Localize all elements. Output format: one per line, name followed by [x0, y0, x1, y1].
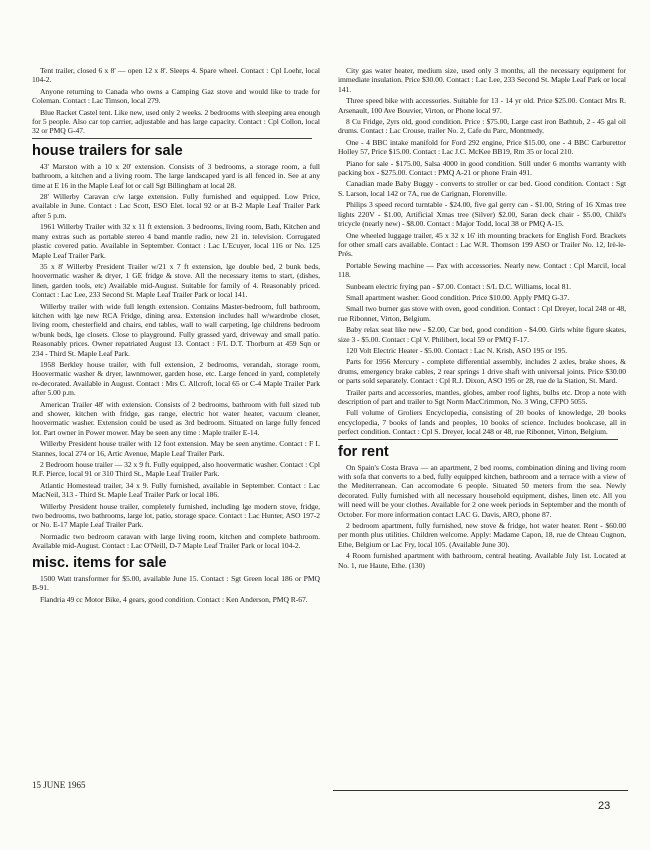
classified-ad: On Spain's Costa Brava — an apartment, 2 bed rooms, combination dining and living room with sofa that converts to a bed, fully equipped kitchen, bathroom and a terrace with a view of the Mediterranean. Can accomodate 6 people. Situated 50 meters from the sea. Newly decorated. Fully furnished with all necessary household equipment, dishes, linen etc. All you will need will be your clothes. Available for 2 one week periods in September and the month of October. For more information contact LAC G. Davis, ARO, phone 87. [338, 462, 626, 519]
classified-ad: 43' Marston with a 10 x 20' extension. Consists of 3 bedrooms, a storage room, a full bathroom, a kitchen and a living room. The large landscaped yard is all fenced in. See at any time at E 16 in the Maple Leaf lot or call Sgt Billingham at local 28. [32, 161, 320, 190]
house-trailers-heading: house trailers for sale [32, 142, 183, 159]
misc-ads-left [32, 574, 320, 604]
classified-ad: American Trailer 48' with extension. Consists of 2 bedrooms, bathroom with full sized tub and shower, kitchen with fridge, gas range, electric hot water heater, vacuum cleaner, hoovermatic washer. Extension could be used as 3rd bedroom. Situated on large fully fenced lot. Part owner in Power mower. May be seen any time : Maple trailer E-14. [32, 399, 320, 437]
classified-ad: Three speed bike with accessories. Suitable for 13 - 14 yr old. Price $25.00. Contact Mrs R. Arsenault, 100 Ave Bouvier, Virton, or Phone local 97. [338, 96, 626, 115]
classified-ad: Canadian made Baby Buggy - converts to stroller or car bed. Good condition. Contact : Sgt S. Larson, local 142 or 7A, rue de Carignan, Florenville. [338, 179, 626, 198]
classified-ad: One wheeled luggage trailer, 45 x 32 x 16' ith mounting brackets for English Ford. Brackets for other small cars available. Contact : Lac W.R. Thomson 199 ASO or Trailer No. 12, Irè-le-Prés. [338, 230, 626, 259]
classified-ad: 120 Volt Electric Heater - $5.00. Contact : Lac N. Krish, ASO 195 or 195. [346, 345, 568, 355]
classified-ad: Parts for 1956 Mercury - complete differential assembly, includes 2 axles, brake shoes, & drums, emergency brake cables, 2 rear springs 1 drive shaft with universal joints. Price $30.00 or parts sold separately. Contact : Cpl R.J. Dixon, ASO 195 or 28, rue de la Station, St. Mard. [338, 357, 626, 386]
classified-ad: Tent trailer, closed 6 x 8' — open 12 x 8'. Sleeps 4. Spare wheel. Contact : Cpl Loehr, local 104-2. [32, 66, 320, 85]
classified-ad: Anyone returning to Canada who owns a Camping Gaz stove and would like to trade for Coleman. Contact : Lac Timson, local 279. [32, 86, 320, 106]
classified-ad: 8 Cu Fridge, 2yrs old, good condition. Price : $75.00, Large cast iron Bathtub, 2 - 45 gal oil drums. Contact : Lac Crouse, trailer No. 2, Cafe du Parc, Montmedy. [338, 117, 626, 136]
classified-ad: 28' Willerby Caravan c/w large extension. Fully furnished and equipped. Low Price, available in June. Contact : Lac Scott, ESO Elet. local 92 or at B-2 Maple Leaf Trailer Park after 5 p.m. [32, 192, 320, 220]
classified-ad: Sunbeam electric frying pan - $7.00. Contact : S/L D.C. Williams, local 81. [346, 281, 571, 291]
classified-ad: Full volume of Groliers Encyclopedia, consisting of 20 books of knowledge, 20 books encyclopedia, 7 books of lands and peoples, 10 books of science. Includes bookcase, all in perfect condition. Contact : Cpl S. Dreyer, local 248 or 48, rue Ribonnet, Virton, Belgium. [338, 408, 626, 437]
footer-rule [333, 790, 628, 791]
left-column [32, 66, 320, 606]
classified-ad: 4 Room furnished apartment with bathroom, central heating. Available July 1st. Located at No. 1, rue Haute, Ethe. (130) [338, 551, 626, 570]
classified-ad: 35 x 8' Willerby President Trailer w/21 x 7 ft extension, lge double bed, 2 bunk beds, hoovermatic washer & dryer, 1 GE fridge & stove. All the necessary items to start, (dishes, linen, garden tools, etc) Available mid-August. Suitable for family of 4. Reasonably priced. Contact : Lac Lee, 233 Second St. Maple Leaf Trailer Park or local 141. [32, 261, 320, 300]
classified-ad: Piano for sale - $175.00, Salsa 4000 in good condition. Still under 6 months warranty with packing box - $275.00. Contact : PMQ A-21 or phone Frain 491. [338, 158, 626, 178]
classified-ad: 2 bedroom apartment, fully furnished, new stove & fridge, hot water heater. Rent - $60.00 per month plus utilities. Children welcome. Apply: Madame Capon, 18, rue de Chteau Cugnon, Ethe, Belgium or Lac Fry, local 105. (Available June 30). [338, 521, 626, 549]
divider [338, 439, 618, 440]
footer-date: 15 JUNE 1965 [32, 780, 86, 790]
classified-ad: Atlantic Homestead trailer, 34 x 9. Fully furnished, available in September. Contact : Lac MacNeil, 313 - Third St. Maple Leaf Trailer Park or local 186. [32, 480, 320, 500]
classified-ad: Portable Sewing machine — Pax with accessories. Nearly new. Contact : Cpl Marcil, local 118. [338, 260, 626, 280]
classified-ad: Willerby trailer with wide full length extension. Contains Master-bedroom, full bathroom, kitchen with lge new RCA Fridge, dining area. Extension includes hall w/wardrobe closet, living room, chesterfield and chairs, end tables, wall to wall carpeting, lge childrens bedroom w/bunk beds, lge closets. Close to playground. Fully grassed yard, driveway and small patio. Reasonably prices. Owner repatriated August 13. Contact : F/L D.T. Thorburn at 459 Sqn or 234 - Third St. Maple Leaf Park. [32, 301, 320, 358]
page-number: 23 [598, 800, 611, 812]
classified-ad: Trailer parts and accessories, mantles, globes, amber roof lights, bulbs etc. Drop a note with description of part and trailer to Sgt Norm MacCrimmon, No. 3 Wing, CFPO 5055. [338, 387, 626, 406]
misc-items-heading: misc. items for sale [32, 554, 167, 571]
right-column [338, 66, 626, 572]
classified-ad: City gas water heater, medium size, used only 3 months, all the necessary equipment for immediate insulation. Price $30.00. Contact : Lac Lee, 233 Second St. Maple Leaf Park or local 141. [338, 66, 626, 94]
classified-ad: 1500 Watt transformer for $5.00, available June 15. Contact : Sgt Green local 186 or PMQ B-91. [32, 573, 320, 593]
for-rent-heading: for rent [338, 443, 389, 460]
misc-ads-right [338, 66, 626, 437]
camping-ads [32, 66, 320, 136]
classified-ad: Baby relax seat like new - $2.00, Car bed, good condition - $4.00. Girls white figure skates, size 3 - $5.00. Contact : Cpl V. Philibert, local 59 or PMQ F-17. [338, 325, 626, 344]
divider [32, 138, 312, 139]
rent-ads [338, 463, 626, 570]
classified-ad: Normadic two bedroom caravan with large living room, kitchen and complete bathroom. Available mid-August. Contact : Lac O'Neill, D-7 Maple Leaf Trailer Park or local 104-2. [32, 531, 320, 551]
classified-ad: 1958 Berkley house trailer, with full extension, 2 bedrooms, verandah, storage room, Hoovermatic washer & dryer, lawnmower, garden hose, etc. Large fenced in yard, completely re-decorated. Available in August. Contact : Mrs C. Allcroft, local 65 or C-4 Maple Trailer Park after 5.00 p.m. [32, 359, 320, 398]
classified-ad: 1961 Willerby Trailer with 32 x 11 ft extension. 3 bedrooms, living room, Bath, Kitchen and many extras such as portable stereo 4 band mantle radio, new 21 in. television. Corrugated plastic covered patio. Available in September. Contact : Lac L'Ecuyer, local 116 or No. 125 Maple Leaf Trailer Park. [32, 222, 320, 260]
classified-ad: Philips 3 speed record turntable - $24.00, five gal gerry can - $1.00, String of 16 Xmas tree lights 220V - $1.00, Artificial Xmas tree (Silver) $2.00, Saran deck chair - $5.00, Child's tricycle (nearly new) - $8.00. Contact : Major Todd, local 38 or PMQ A-15. [338, 200, 626, 229]
classified-ad: Flandria 49 cc Motor Bike, 4 gears, good condition. Contact : Ken Anderson, PMQ R-67. [40, 594, 308, 604]
classified-ad: Blue Racket Castel tent. Like new, used only 2 weeks. 2 bedrooms with sleeping area enough for 5 people. Also car top carrier, adjustable and has large capacity. Contact : Cpl Collon, local 32 or PMQ G-47. [32, 107, 320, 136]
house-trailer-ads [32, 162, 320, 551]
classified-ad: Small two burner gas stove with oven, good condition. Contact : Cpl Dreyer, local 248 or 48, rue Ribonnet, Virton, Belgium. [338, 304, 626, 323]
classified-ad: One - 4 BBC intake manifold for Ford 292 engine, Price $15.00, one - 4 BBC Carburettor Holley 57, Price $15.00. Contact : Lac J.C. McKee BB19, Rm 35 or local 210. [338, 137, 626, 157]
classified-ad: Willerby President house trailer, completely furnished, including lge modern stove, fridge, two bedrooms, two bathrooms, large lot, patio, storage space. Contact : Lac Hunter, ASO 197-2 or No. E-17 Maple Leaf Trailer Park. [32, 501, 320, 530]
classified-ad: Small apartment washer. Good condition. Price $10.00. Apply PMQ G-37. [346, 292, 570, 302]
classified-ad: 2 Bedroom house trailer — 32 x 9 ft. Fully equipped, also hoovermatic washer. Contact : Cpl R.F. Pierce, local 91 or 310 Third St., Maple Leaf Trailer Park. [32, 460, 320, 479]
classified-ad: Willerby President house trailer with 12 foot extension. May be seen anytime. Contact : F L Stannes, local 274 or 16, Artic Avenue, Maple Leaf Trailer Park. [32, 439, 320, 458]
